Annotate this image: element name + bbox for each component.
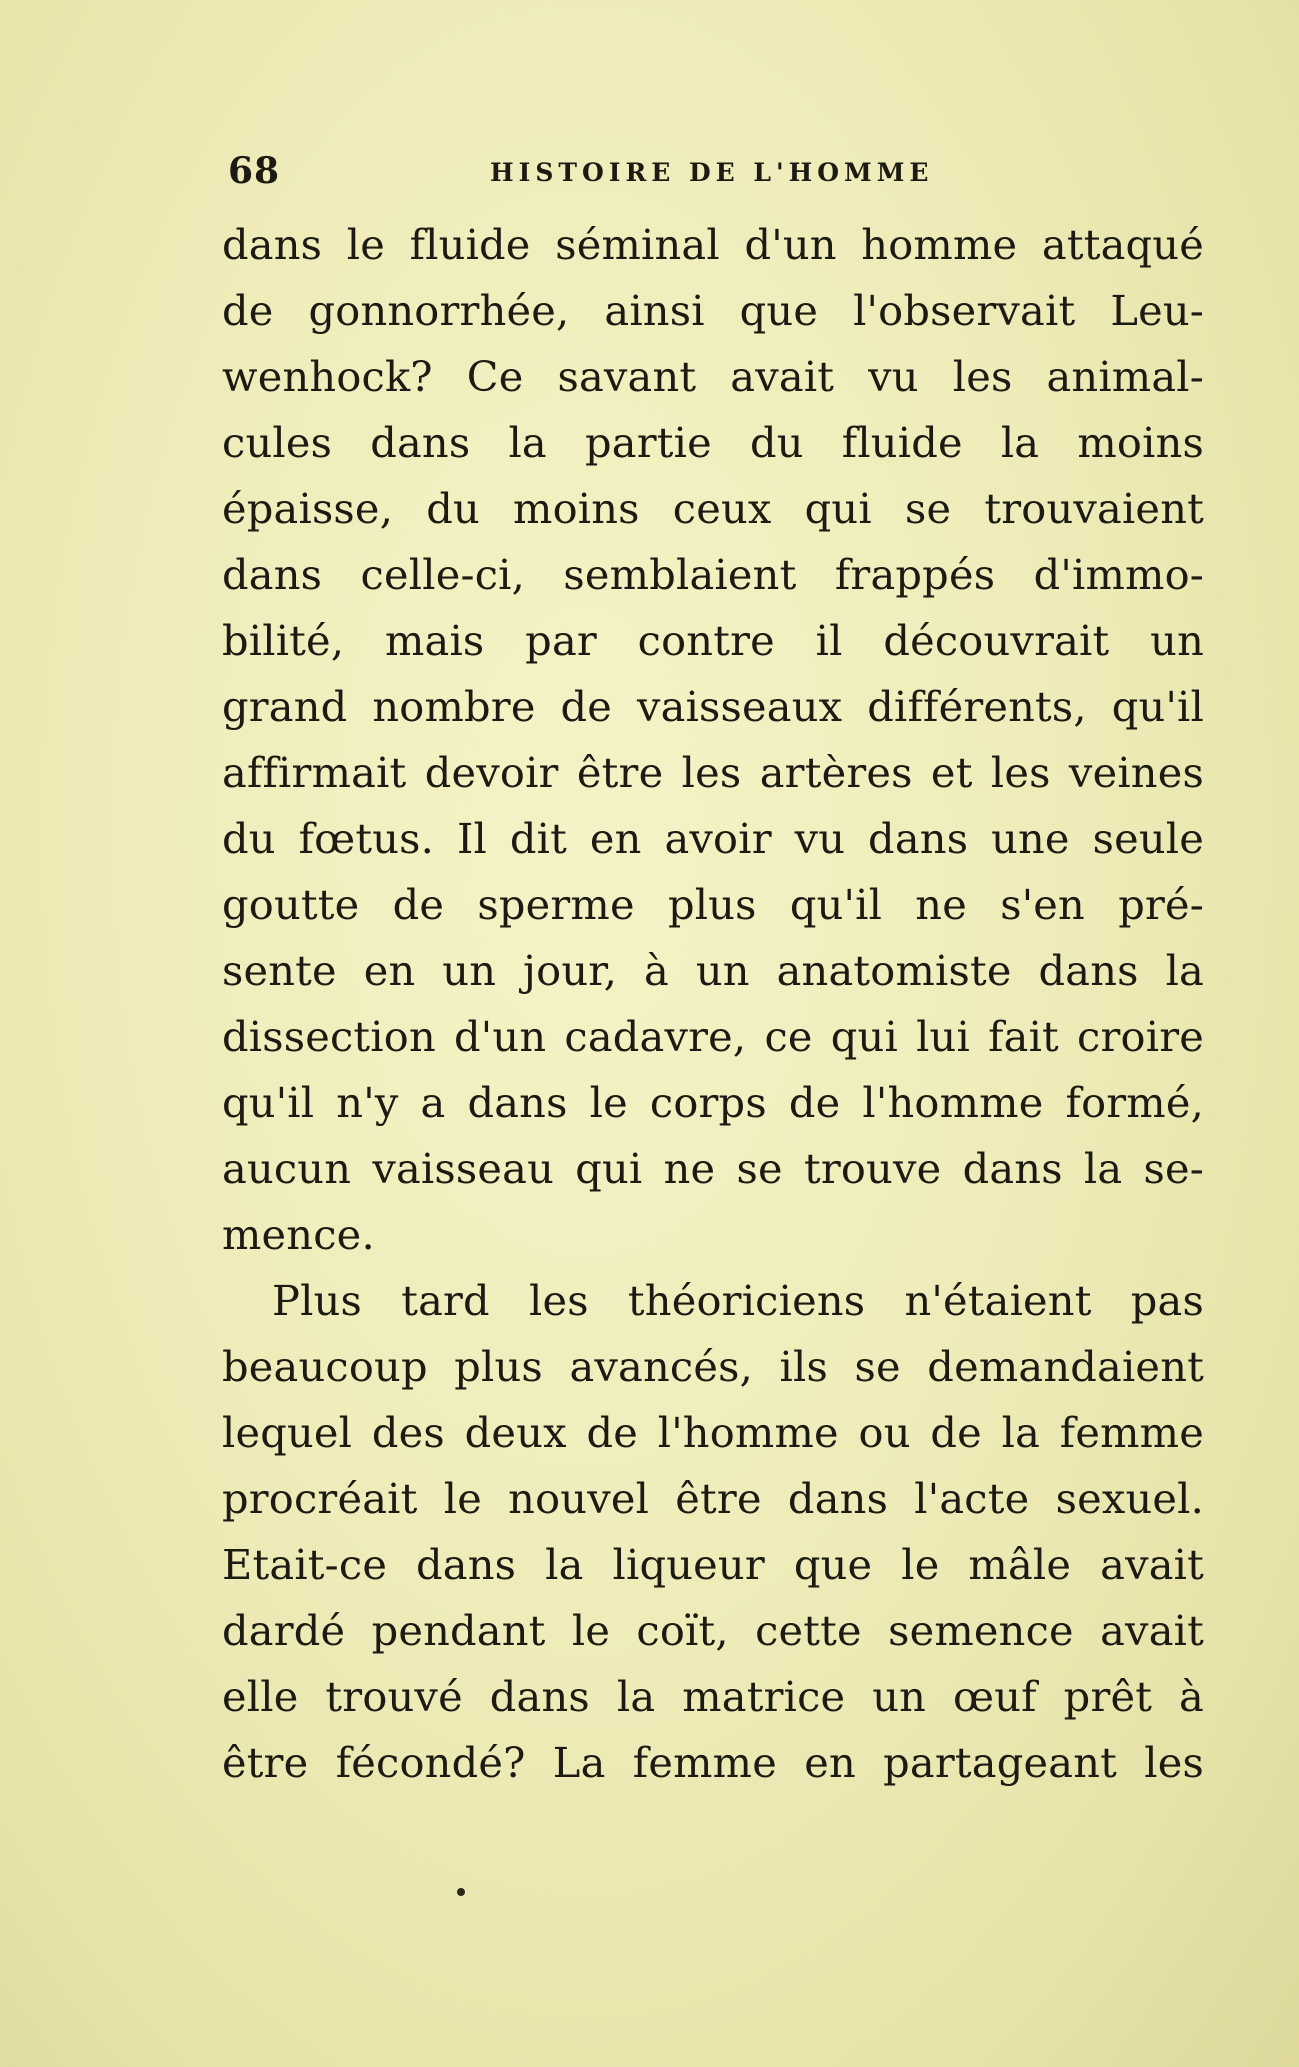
text-line: elle trouvé dans la matrice un œuf prêt à [222, 1672, 1204, 1721]
text-line: grand nombre de vaisseaux différents, qu'il [222, 682, 1204, 731]
text-line: lequel des deux de l'homme ou de la femme [222, 1408, 1204, 1457]
text-line: dans le fluide séminal d'un homme attaqué [222, 220, 1204, 269]
text-line: affirmait devoir être les artères et les veines [222, 748, 1204, 797]
text-line: goutte de sperme plus qu'il ne s'en pré- [222, 880, 1204, 929]
text-line: procréait le nouvel être dans l'acte sexuel. [222, 1474, 1204, 1523]
ink-speck [457, 1888, 465, 1896]
body-text [222, 212, 1204, 1796]
text-line: Etait-ce dans la liqueur que le mâle avait [222, 1540, 1204, 1589]
text-line: qu'il n'y a dans le corps de l'homme formé, [222, 1078, 1204, 1127]
text-line: cules dans la partie du fluide la moins [222, 418, 1204, 467]
page-header [228, 150, 1180, 194]
running-title: HISTOIRE DE L'HOMME [490, 158, 934, 187]
page-number: 68 [228, 150, 281, 192]
text-line: mence. [222, 1210, 375, 1259]
text-line: être fécondé? La femme en partageant les [222, 1738, 1204, 1787]
text-line: sente en un jour, à un anatomiste dans la [222, 946, 1204, 995]
text-line: wenhock? Ce savant avait vu les animal- [222, 352, 1204, 401]
text-line: dans celle-ci, semblaient frappés d'immo- [222, 550, 1204, 599]
text-line: dardé pendant le coït, cette semence avait [222, 1606, 1204, 1655]
text-line: bilité, mais par contre il découvrait un [222, 616, 1204, 665]
text-line: épaisse, du moins ceux qui se trouvaient [222, 484, 1204, 533]
text-line: de gonnorrhée, ainsi que l'observait Leu- [222, 286, 1204, 335]
text-line: du fœtus. Il dit en avoir vu dans une seule [222, 814, 1204, 863]
text-line: aucun vaisseau qui ne se trouve dans la se- [222, 1144, 1204, 1193]
text-line: dissection d'un cadavre, ce qui lui fait croire [222, 1012, 1204, 1061]
text-line: beaucoup plus avancés, ils se demandaient [222, 1342, 1204, 1391]
text-line: Plus tard les théoriciens n'étaient pas [272, 1276, 1204, 1325]
